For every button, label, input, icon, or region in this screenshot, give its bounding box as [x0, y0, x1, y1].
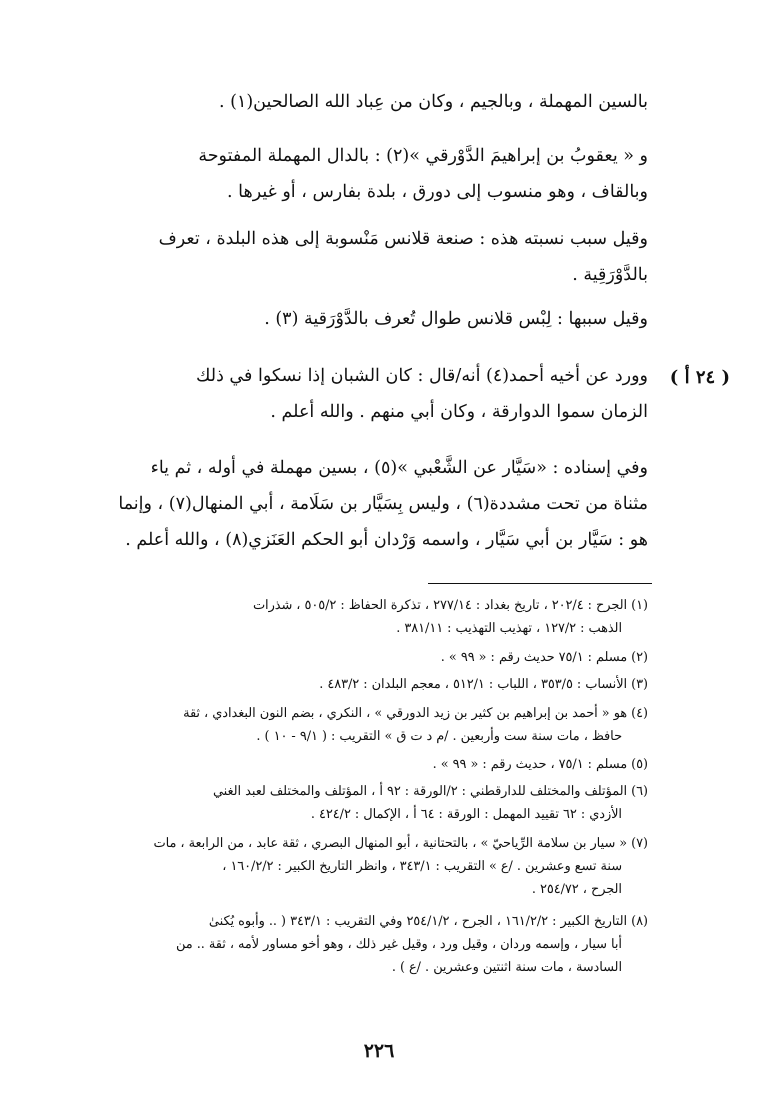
- footnote-line: (٧) « سيار بن سلامة الرِّياحيّ » ، بالتحتانية ، أبو المنهال البصري ، ثقة عابد ، من الرابعة ، مات: [153, 836, 648, 851]
- text-line: وبالقاف ، وهو منسوب إلى دورق ، بلدة بفارس ، أو غيرها .: [227, 182, 648, 202]
- footnote-3: [103, 673, 648, 696]
- text-line: وورد عن أخيه أحمد(٤) أنه/قال : كان الشبان إذا نسكوا في ذلك: [196, 366, 648, 386]
- text-line: وفي إسناده : «سَيَّار عن الشَّعْبي »(٥) ، بسين مهملة في أوله ، ثم ياء: [150, 458, 648, 478]
- paragraph-5: [103, 358, 648, 430]
- text-line: بالدَّوْرَقِية .: [572, 265, 648, 285]
- paragraph-6: [103, 450, 648, 558]
- text-line: هو : سَيَّار بن أبي سَيَّار ، واسمه وَرْدان أبو الحكم العَنَزي(٨) ، والله أعلم .: [125, 530, 648, 550]
- footnote-line: (٦) المؤتلف والمختلف للدارقطني : ٢/الورقة : ٩٢ أ ، المؤتلف والمختلف لعبد الغني: [212, 784, 648, 799]
- footnote-line: الذهب : ١٢٧/٢ ، تهذيب التهذيب : ٣٨١/١١ .: [396, 621, 622, 636]
- footnote-line: (٣) الأنساب : ٣٥٣/٥ ، اللباب : ٥١٢/١ ، معجم البلدان : ٤٨٣/٢ .: [319, 677, 648, 692]
- text-line: و « يعقوبُ بن إبراهيمَ الدَّوْرقي »(٢) : بالدال المهملة المفتوحة: [198, 146, 648, 166]
- footnote-line: الجرح ، ٢٥٤/٧٢ .: [531, 882, 622, 897]
- footnote-separator: [428, 583, 652, 584]
- footnote-line: سنة تسع وعشرين . /ع » التقريب : ٣٤٣/١ ، وانظر التاريخ الكبير : ١٦٠/٢/٢ ،: [222, 859, 622, 874]
- footnote-line: الأزدي : ٦٢ تقييد المهمل : الورقة : ٦٤ أ ، الإكمال : ٤٢٤/٢ .: [310, 807, 622, 822]
- paragraph-4: [103, 301, 648, 337]
- footnote-line: السادسة ، مات سنة اثنتين وعشرين . /ع ) .: [391, 960, 622, 975]
- text-line: وقيل سبب نسبته هذه : صنعة قلانس مَنْسوبة إلى هذه البلدة ، تعرف: [158, 229, 648, 249]
- footnote-line: (١) الجرح : ٢٠٢/٤ ، تاريخ بغداد : ٢٧٧/١٤ ، تذكرة الحفاظ : ٥٠٥/٢ ، شذرات: [252, 598, 648, 613]
- footnote-7: [103, 832, 648, 901]
- page-number: ٢٢٦: [363, 1040, 395, 1062]
- footnote-line: (٤) هو « أحمد بن إبراهيم بن كثير بن زيد الدورقي » ، النكري ، بضم النون البغدادي ، ثقة: [183, 706, 648, 721]
- paragraph-3: [103, 221, 648, 293]
- footnote-1: [103, 594, 648, 640]
- footnote-6: [103, 780, 648, 826]
- folio-margin-note: ( ٢٤ أ ): [669, 367, 730, 388]
- text-line: بالسين المهملة ، وبالجيم ، وكان من عِباد الله الصالحين(١) .: [219, 92, 648, 112]
- footnote-line: (٨) التاريخ الكبير : ١٦١/٢/٢ ، الجرح ، ٢٥٤/١/٢ وفي التقريب : ٣٤٣/١ ( .. وأبوه يُكنىٰ: [208, 914, 648, 929]
- paragraph-1: [103, 84, 648, 120]
- text-line: الزمان سموا الدوارقة ، وكان أبي منهم . والله أعلم .: [270, 402, 648, 422]
- text-line: وقيل سببها : لِبْس قلانس طوال تُعرف بالدَّوْرَقية (٣) .: [264, 309, 648, 329]
- footnote-2: [103, 646, 648, 669]
- footnote-4: [103, 702, 648, 748]
- footnote-8: [103, 910, 648, 979]
- footnote-line: (٥) مسلم : ٧٥/١ ، حديث رقم : « ٩٩ » .: [432, 757, 648, 772]
- paragraph-2: [103, 138, 648, 210]
- text-line: مثناة من تحت مشددة(٦) ، وليس بِسَيَّار بن سَلَامة ، أبي المنهال(٧) ، وإنما: [118, 494, 648, 514]
- footnote-line: (٢) مسلم : ٧٥/١ حديث رقم : « ٩٩ » .: [440, 650, 648, 665]
- footnote-line: حافظ ، مات سنة ست وأربعين . /م د ت ق » التقريب : ( ٩/١ - ١٠ ) .: [256, 729, 622, 744]
- footnote-line: أبا سيار ، وإسمه وردان ، وقيل ورد ، وقيل غير ذلك ، وهو أخو مساور لأمه ، ثقة .. من: [176, 937, 622, 952]
- footnote-5: [103, 753, 648, 776]
